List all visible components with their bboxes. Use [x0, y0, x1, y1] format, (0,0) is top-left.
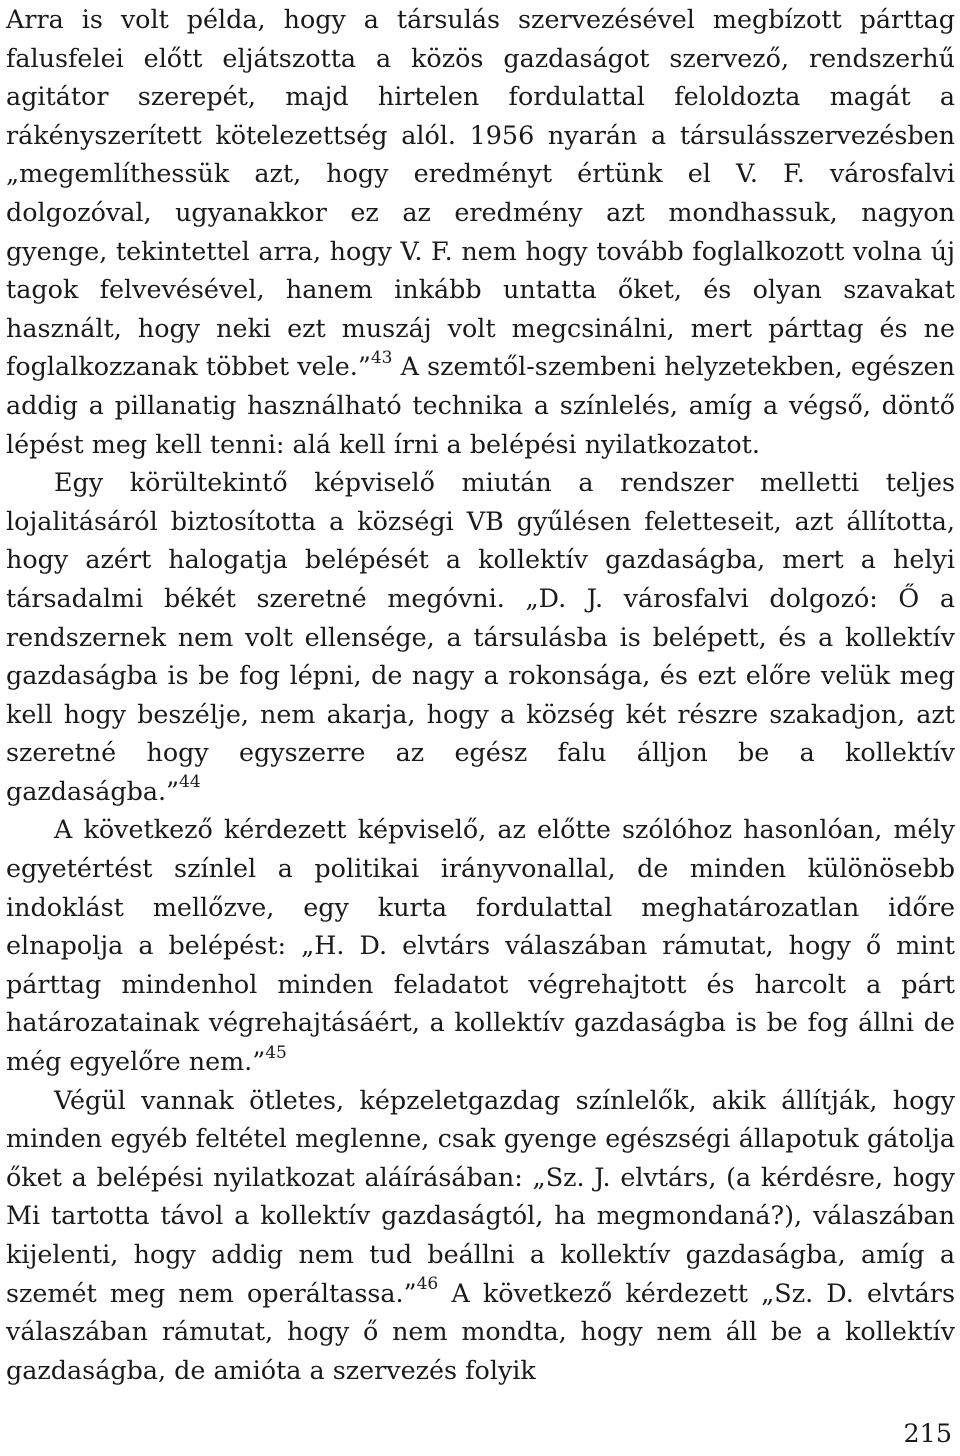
paragraph-text: A következő kérdezett „Sz. D. elvtárs válaszában rámutat, hogy ő nem mondta, hogy nem áll be a kollektív gazdaságba, de amióta a szervezés folyik: [6, 1277, 955, 1385]
page-number: 215: [903, 1418, 952, 1448]
paragraph-3: [6, 810, 955, 1080]
paragraph-4: [6, 1081, 955, 1390]
paragraph-text: A szemtől-szembeni helyzetekben, egészen addig a pillanatig használható technika a színlelés, amíg a végső, döntő lépést meg kell tenni: alá kell írni a belépési nyilatkozatot.: [6, 351, 955, 459]
document-page: [6, 0, 955, 1389]
paragraph-text: Végül vannak ötletes, képzeletgazdag színlelők, akik állítják, hogy minden egyéb feltétel meglenne, csak gyenge egészségi állapotuk gátolja őket a belépési nyilatkozat aláírásában: „Sz. J. elvtárs, (a kérdésre, hogy Mi tartotta távol a kollektív gazdaságtól, ha megmondaná?), válaszában kijelenti, hogy addig nem tud beállni a kollektív gazdaságba, amíg a szemét meg nem operáltassa.”: [6, 1084, 955, 1308]
footnote-ref-44[interactable]: 44: [179, 772, 201, 793]
paragraph-1: [6, 0, 955, 463]
footnote-ref-46[interactable]: 46: [416, 1274, 439, 1295]
paragraph-2: [6, 463, 955, 810]
footnote-ref-45[interactable]: 45: [265, 1042, 287, 1063]
footnote-ref-43[interactable]: 43: [370, 347, 393, 368]
paragraph-text: Egy körültekintő képviselő miután a rendszer melletti teljes lojalitásáról biztosította a községi VB gyűlésen feletteseit, azt állította, hogy azért halogatja belépését a kollektív gazdaságba, mert a helyi társadalmi békét szeretné megóvni. „D. J. városfalvi dolgozó: Ő a rendszernek nem volt ellensége, a társulásba is belépett, és a kollektív gazdaságba is be fog lépni, de nagy a rokonsága, és ezt előre velük meg kell hogy beszélje, nem akarja, hogy a község két részre szakadjon, azt szeretné hogy egyszerre az egész falu álljon be a kollektív gazdaságba.”: [6, 467, 955, 806]
paragraph-text: Arra is volt példa, hogy a társulás szervezésével megbízott párttag falusfelei előtt eljátszotta a közös gazdaságot szervező, rendszerhű agitátor szerepét, majd hirtelen fordulattal feloldozta magát a rákényszerített kötelezettség alól. 1956 nyarán a társulásszervezésben „megemlíthessük azt, hogy eredményt értünk el V. F. városfalvi dolgozóval, ugyanakkor ez az eredmény azt mondhassuk, nagyon gyenge, tekintettel arra, hogy V. F. nem hogy tovább foglalkozott volna új tagok felvevésével, hanem inkább untatta őket, és olyan szavakat használt, hogy neki ezt muszáj volt megcsinálni, mert párttag és ne foglalkozzanak többet vele.”: [6, 4, 955, 382]
paragraph-text: A következő kérdezett képviselő, az előtte szólóhoz hasonlóan, mély egyetértést színlel a politikai irányvonallal, de minden különösebb indoklást mellőzve, egy kurta fordulattal meghatározatlan időre elnapolja a belépést: „H. D. elvtárs válaszában rámutat, hogy ő mint párttag mindenhol minden feladatot végrehajtott és harcolt a párt határozatainak végrehajtásáért, a kollektív gazdaságba is be fog állni de még egyelőre nem.”: [6, 814, 955, 1077]
